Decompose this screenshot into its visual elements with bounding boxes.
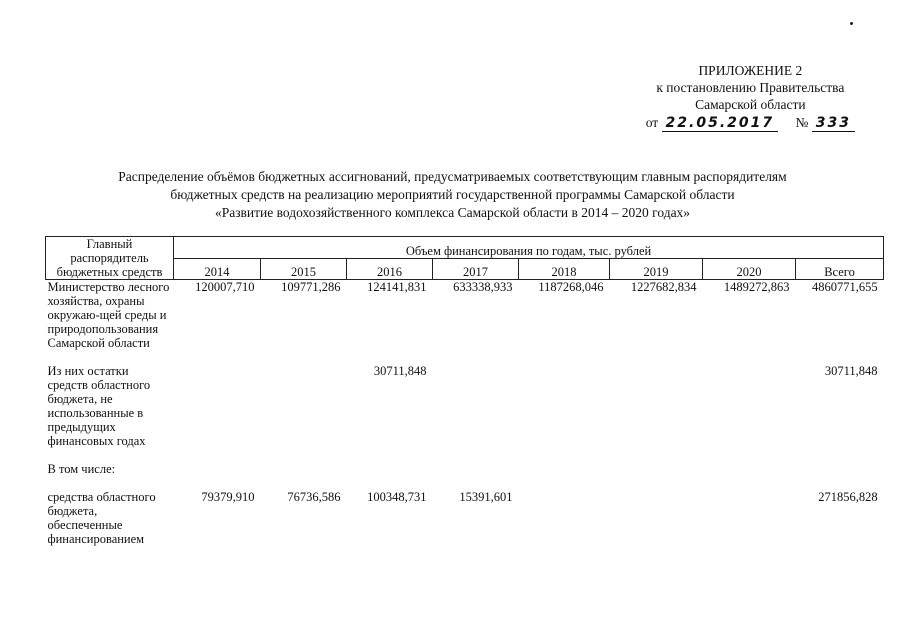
cell-value — [519, 462, 610, 476]
cell-value: 4860771,655 — [811, 280, 878, 294]
cell-value — [433, 462, 519, 476]
cell-value: 76736,586 — [287, 490, 341, 504]
number-prefix: № — [795, 115, 809, 130]
cell-value: 30711,848 — [373, 364, 427, 378]
cell-value: 30711,848 — [824, 364, 878, 378]
appendix-line-1: к постановлению Правительства — [656, 80, 845, 95]
cell-value: 124141,831 — [367, 280, 427, 294]
scan-speck — [850, 22, 853, 25]
cell-value — [703, 364, 796, 448]
header-financing-group: Объем финансирования по годам, тыс. рублей — [174, 237, 884, 259]
cell-value: 1227682,834 — [630, 280, 697, 294]
cell-value — [347, 462, 433, 476]
row-label: Из них остатки средств областного бюджета, не использованные в предыдущих финансовых годах — [47, 364, 151, 448]
cell-value: 120007,710 — [195, 280, 255, 294]
header-col: 2018 — [519, 258, 610, 280]
cell-value — [174, 462, 261, 476]
header-col: 2020 — [703, 258, 796, 280]
title-line-2: бюджетных средств на реализацию мероприятий государственной программы Самарской области — [170, 187, 735, 202]
handwritten-number: 333 — [812, 115, 855, 132]
table-row — [46, 490, 884, 546]
cell-value: 271856,828 — [818, 490, 878, 504]
row-gap — [46, 476, 884, 490]
header-col: 2016 — [347, 258, 433, 280]
row-gap — [46, 448, 884, 462]
financing-table — [45, 236, 884, 546]
header-distributor: Главный распорядитель бюджетных средств — [46, 237, 174, 280]
appendix-date-line — [646, 114, 855, 132]
cell-value: 15391,601 — [459, 490, 513, 504]
cell-value: 1187268,046 — [538, 280, 604, 294]
title-line-3: «Развитие водохозяйственного комплекса Самарской области в 2014 – 2020 годах» — [214, 205, 691, 220]
header-col: Всего — [796, 258, 884, 280]
header-col: 2017 — [433, 258, 519, 280]
cell-value: 109771,286 — [281, 280, 341, 294]
row-gap — [46, 350, 884, 364]
appendix-line-2: Самарской области — [695, 97, 806, 112]
cell-value: 1489272,863 — [723, 280, 790, 294]
cell-value: 100348,731 — [367, 490, 427, 504]
cell-value — [610, 364, 703, 448]
header-col: 2019 — [610, 258, 703, 280]
cell-value — [610, 490, 703, 546]
table-row — [46, 280, 884, 351]
cell-value — [703, 462, 796, 476]
row-label: В том числе: — [47, 462, 116, 476]
title-line-1: Распределение объёмов бюджетных ассигнований, предусматриваемых соответствующим главным распорядителям — [118, 169, 787, 184]
cell-value — [703, 490, 796, 546]
cell-value — [433, 364, 519, 448]
cell-value — [610, 462, 703, 476]
header-col: 2015 — [261, 258, 347, 280]
document-title — [0, 168, 905, 222]
cell-value: 79379,910 — [201, 490, 255, 504]
cell-value — [519, 364, 610, 448]
row-label: Министерство лесного хозяйства, охраны окружаю-щей среды и природопользования Самарской области — [47, 280, 170, 350]
cell-value — [796, 462, 884, 476]
cell-value — [261, 364, 347, 448]
cell-value — [174, 364, 261, 448]
row-label: средства областного бюджета, обеспеченные финансированием — [47, 490, 156, 546]
cell-value — [519, 490, 610, 546]
appendix-title: ПРИЛОЖЕНИЕ 2 — [698, 63, 803, 78]
table-row — [46, 364, 884, 448]
cell-value: 633338,933 — [453, 280, 513, 294]
date-prefix: от — [645, 115, 659, 130]
cell-value — [261, 462, 347, 476]
table-row — [46, 462, 884, 476]
appendix-block — [646, 62, 855, 132]
header-col: 2014 — [174, 258, 261, 280]
handwritten-date: 22.05.2017 — [662, 115, 779, 132]
